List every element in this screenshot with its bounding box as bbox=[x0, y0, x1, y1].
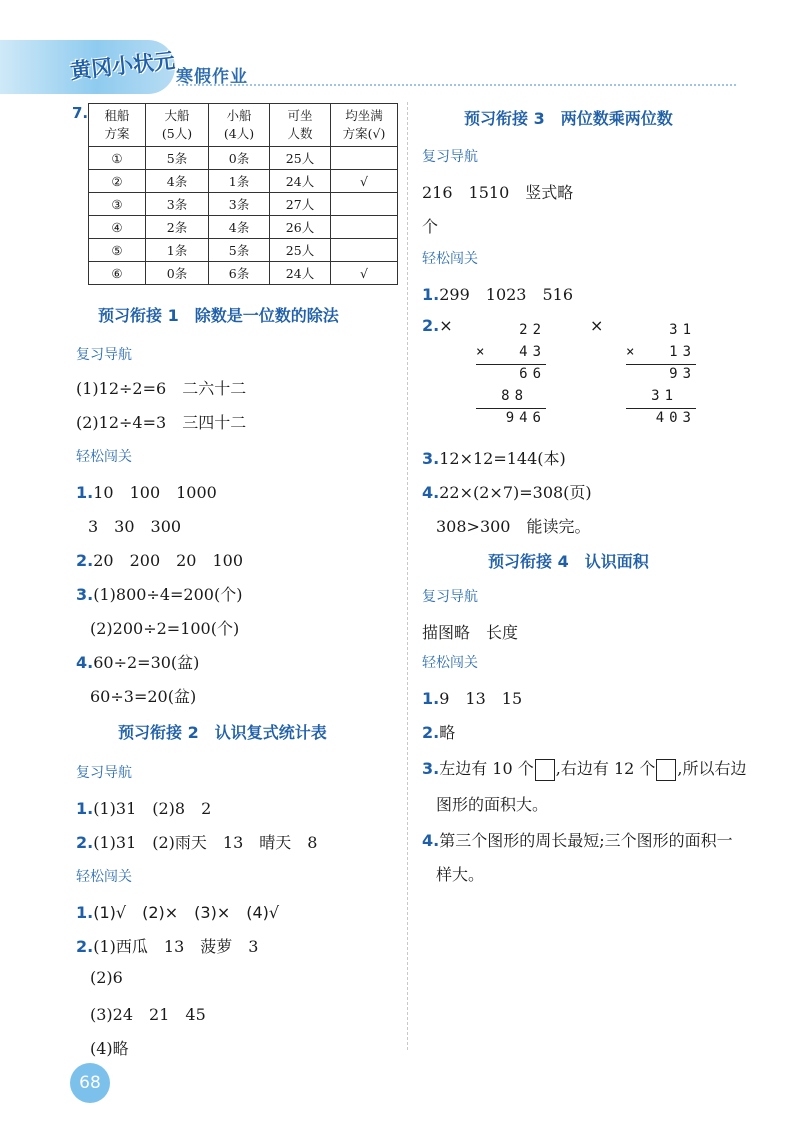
section-title: 预习衔接 2 认识复式统计表 bbox=[118, 723, 327, 742]
section-title: 预习衔接 4 认识面积 bbox=[488, 552, 649, 571]
partial-product: 66 bbox=[519, 366, 546, 382]
calc-rule bbox=[626, 364, 696, 365]
table-cell: √ bbox=[331, 262, 398, 285]
answer-line: 个 bbox=[422, 217, 439, 236]
section-title: 预习衔接 1 除数是一位数的除法 bbox=[98, 306, 339, 325]
square-unit-box bbox=[535, 759, 555, 781]
answer-line: 4.第三个图形的周长最短;三个图形的面积一 bbox=[422, 831, 733, 850]
multiplier: 43 bbox=[519, 344, 546, 360]
table-cell: ⑤ bbox=[89, 239, 146, 262]
subheading-practice: 轻松闯关 bbox=[76, 869, 132, 885]
table-cell bbox=[331, 147, 398, 170]
table-cell: ③ bbox=[89, 193, 146, 216]
table-cell: 2条 bbox=[146, 216, 209, 239]
times-sign: × bbox=[626, 344, 640, 360]
answer-line: 4.22×(2×7)=308(页) bbox=[422, 483, 592, 502]
table-row bbox=[89, 147, 398, 170]
vertical-multiplication-1 bbox=[476, 318, 546, 428]
table-cell: 5条 bbox=[146, 147, 209, 170]
answer-line: 2.(1)31 (2)雨天 13 晴天 8 bbox=[76, 833, 318, 852]
header-cell: 可坐 人数 bbox=[270, 104, 331, 147]
table-cell: 25人 bbox=[270, 147, 331, 170]
answer-line: (1)12÷2=6 二六十二 bbox=[76, 379, 247, 398]
answer-line: (3)24 21 45 bbox=[90, 1005, 206, 1024]
answer-line: (2)12÷4=3 三四十二 bbox=[76, 413, 247, 432]
header-title: 寒假作业 bbox=[176, 67, 248, 87]
table-cell: ① bbox=[89, 147, 146, 170]
answer-line: 2.(1)西瓜 13 菠萝 3 bbox=[76, 937, 259, 956]
partial-product: 93 bbox=[669, 366, 696, 382]
multiplier: 13 bbox=[669, 344, 696, 360]
table-cell: 24人 bbox=[270, 262, 331, 285]
answer-line: 1.(1)31 (2)8 2 bbox=[76, 799, 212, 818]
partial-product: 31 bbox=[651, 388, 678, 404]
table-cell: ② bbox=[89, 170, 146, 193]
subheading-practice: 轻松闯关 bbox=[76, 449, 132, 465]
table-cell: 6条 bbox=[209, 262, 270, 285]
answer-line: 216 1510 竖式略 bbox=[422, 183, 574, 202]
answer-line: 1.10 100 1000 bbox=[76, 483, 217, 502]
column-divider bbox=[407, 102, 408, 1050]
table-cell: 1条 bbox=[146, 239, 209, 262]
answer-line: 3.12×12=144(本) bbox=[422, 449, 566, 468]
product: 403 bbox=[655, 410, 696, 426]
calc-rule bbox=[626, 408, 696, 409]
answer-line: 1.299 1023 516 bbox=[422, 285, 574, 304]
question-number: 7. bbox=[72, 104, 89, 122]
table-cell: 26人 bbox=[270, 216, 331, 239]
answer-line: 1.9 13 15 bbox=[422, 689, 523, 708]
answer-line: (2)6 bbox=[90, 968, 123, 987]
table-cell: 3条 bbox=[146, 193, 209, 216]
header-cell: 小船 (4人) bbox=[209, 104, 270, 147]
answer-line: 3.左边有 10 个 ,右边有 12 个 ,所以右边 bbox=[422, 756, 746, 781]
answer-line: 3 30 300 bbox=[88, 517, 182, 536]
answer-line: 308>300 能读完。 bbox=[436, 517, 591, 536]
table-cell: 25人 bbox=[270, 239, 331, 262]
header-cell: 均坐满 方案(√) bbox=[331, 104, 398, 147]
table-cell: 24人 bbox=[270, 170, 331, 193]
table-cell: 1条 bbox=[209, 170, 270, 193]
section-title: 预习衔接 3 两位数乘两位数 bbox=[464, 109, 673, 128]
subheading-review: 复习导航 bbox=[76, 765, 132, 781]
table-cell: 0条 bbox=[209, 147, 270, 170]
answer-line: 60÷3=20(盆) bbox=[90, 687, 197, 706]
product: 946 bbox=[505, 410, 546, 426]
brand-logo: 黄冈小状元 bbox=[69, 48, 177, 84]
answer-line: 2.略 bbox=[422, 723, 456, 742]
answer-line: 图形的面积大。 bbox=[436, 795, 549, 814]
answer-line: 2.× bbox=[422, 316, 453, 335]
multiplicand: 22 bbox=[519, 322, 546, 338]
table-cell bbox=[331, 193, 398, 216]
answer-line: 2.20 200 20 100 bbox=[76, 551, 244, 570]
table-cell: ⑥ bbox=[89, 262, 146, 285]
header-cell: 租船 方案 bbox=[89, 104, 146, 147]
subheading-review: 复习导航 bbox=[422, 149, 478, 165]
answer-line: 描图略 长度 bbox=[422, 623, 519, 642]
table-cell: 27人 bbox=[270, 193, 331, 216]
answer-line: 样大。 bbox=[436, 865, 485, 884]
subheading-review: 复习导航 bbox=[422, 589, 478, 605]
table-cell: 4条 bbox=[146, 170, 209, 193]
answer-line: 1.(1)√ (2)× (3)× (4)√ bbox=[76, 903, 280, 922]
table-cell bbox=[331, 216, 398, 239]
boat-rental-table bbox=[88, 103, 398, 285]
table-cell: 4条 bbox=[209, 216, 270, 239]
times-sign: × bbox=[476, 344, 490, 360]
table-cell: 5条 bbox=[209, 239, 270, 262]
answer-line: 3.(1)800÷4=200(个) bbox=[76, 585, 243, 604]
wrong-mark: × bbox=[590, 316, 604, 335]
table-row bbox=[89, 216, 398, 239]
table-cell: 0条 bbox=[146, 262, 209, 285]
answer-line: 4.60÷2=30(盆) bbox=[76, 653, 200, 672]
table-header-row bbox=[89, 104, 398, 147]
header-cell: 大船 (5人) bbox=[146, 104, 209, 147]
calc-rule bbox=[476, 408, 546, 409]
table-cell: 3条 bbox=[209, 193, 270, 216]
table-cell: ④ bbox=[89, 216, 146, 239]
answer-line: (2)200÷2=100(个) bbox=[90, 619, 240, 638]
table-row bbox=[89, 239, 398, 262]
page-number: 68 bbox=[70, 1063, 110, 1103]
table-cell: √ bbox=[331, 170, 398, 193]
answer-line: (4)略 bbox=[90, 1039, 129, 1058]
page-header bbox=[0, 0, 800, 100]
square-unit-box bbox=[656, 759, 676, 781]
table-row bbox=[89, 193, 398, 216]
multiplicand: 31 bbox=[669, 322, 696, 338]
calc-rule bbox=[476, 364, 546, 365]
table-cell bbox=[331, 239, 398, 262]
header-dotted-rule bbox=[178, 84, 736, 86]
subheading-practice: 轻松闯关 bbox=[422, 251, 478, 267]
table-row bbox=[89, 262, 398, 285]
vertical-multiplication-2 bbox=[626, 318, 696, 428]
subheading-review: 复习导航 bbox=[76, 347, 132, 363]
subheading-practice: 轻松闯关 bbox=[422, 655, 478, 671]
table-row bbox=[89, 170, 398, 193]
partial-product: 88 bbox=[501, 388, 528, 404]
